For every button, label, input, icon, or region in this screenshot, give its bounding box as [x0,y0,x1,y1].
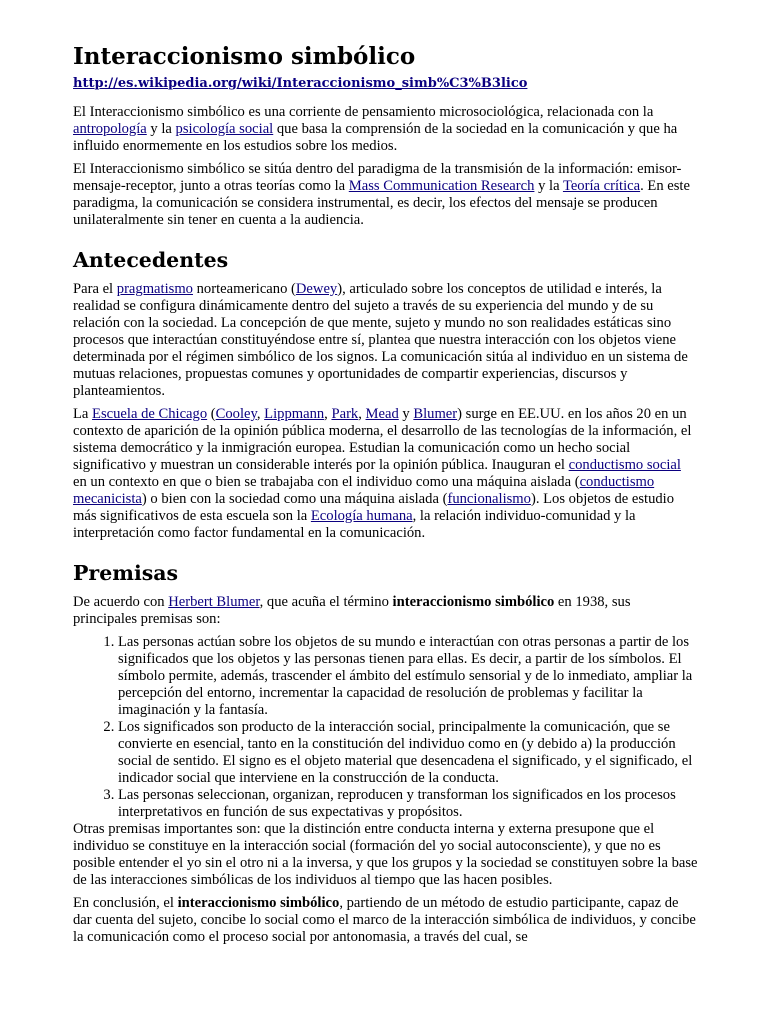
text: , [324,406,332,422]
link-funcionalismo[interactable]: funcionalismo [447,491,531,507]
link-antropologia[interactable]: antropología [73,121,147,137]
page-title: Interaccionismo simbólico [73,43,416,70]
premisas-paragraph-1 [73,594,698,628]
premisas-list [73,634,698,821]
bold-term: interaccionismo simbólico [392,594,555,610]
text: en 1938, sus principales premisas son: [73,594,631,627]
link-mass-communication-research[interactable]: Mass Communication Research [348,178,535,194]
text: , partiendo de un método de estudio participante, capaz de dar cuenta del sujeto, concibe lo social como el marco de la interacción simbólica de individuos, y concibe la comunicación como el proceso social por antonomasia, a través del cual, se [73,895,696,945]
heading-premisas: Premisas [73,561,179,585]
text: y [398,406,414,422]
antecedentes-paragraph-1 [73,281,698,400]
text: En conclusión, el [73,895,178,911]
bold-term: interaccionismo simbólico [177,895,340,911]
text: , [256,406,265,422]
text: ) o bien con la sociedad como una máquina aislada ( [141,491,448,507]
source-url-link[interactable]: http://es.wikipedia.org/wiki/Interaccionismo_simb%C3%B3lico [73,76,528,91]
link-cooley[interactable]: Cooley [215,406,257,422]
link-ecologia-humana[interactable]: Ecología humana [310,508,413,524]
text: , que acuña el término [259,594,393,610]
link-pragmatismo[interactable]: pragmatismo [116,281,193,297]
text: y la [146,121,176,137]
text: La [73,406,93,422]
text: . En este paradigma, la comunicación se considera instrumental, es decir, los efectos del mensaje se producen unilateralmente sin tener en cuenta a la audiencia. [73,178,690,228]
link-dewey[interactable]: Dewey [295,281,338,297]
heading-antecedentes: Antecedentes [73,248,229,272]
antecedentes-paragraph-2 [73,406,698,542]
link-herbert-blumer[interactable]: Herbert Blumer [168,594,260,610]
text: en un contexto en que o bien se trabajaba con el individuo como una máquina aislada ( [73,474,580,490]
text: ), articulado sobre los conceptos de utilidad e interés, la realidad se configura dinámicamente dentro del sujeto a través de su experiencia del mundo y de su relación con la sociedad. La concepción de que mente, sujeto y mundo no son realidades estáticas sino procesos que interactúan constituyéndose entre sí, plantea que nuestra interacción con los objetos viene determinada por el régimen simbólico de los signos. La comunicación sitúa al individuo en un sistema de mutuas relaciones, propuestas comunes y oportunidades de compartir experiencias, discursos y planteamientos. [73,281,688,399]
text: El Interaccionismo simbólico se sitúa dentro del paradigma de la transmisión de la información: emisor-mensaje-receptor, junto a otras teorías como la [73,161,682,194]
link-escuela-de-chicago[interactable]: Escuela de Chicago [92,406,208,422]
link-mead[interactable]: Mead [365,406,399,422]
text: ) surge en EE.UU. en los años 20 en un contexto de aparición de la opinión pública moderna, el desarrollo de las tecnologías de la información, el sistema democrático y la inmigración europea. Estudian la comunicación como un hecho social significativo y muestran un considerable interés por la opinión pública. Inauguran el [73,406,692,473]
link-park[interactable]: Park [331,406,359,422]
text: ( [207,406,216,422]
list-item: 3. Las personas seleccionan, organizan, reproducen y transforman los significados en los procesos interpretativos en función de sus expectativas y propósitos. [118,787,698,821]
premisas-paragraph-2: Otras premisas importantes son: que la distinción entre conducta interna y externa presupone que el individuo se constituye en la interacción social (formación del yo social autoconsciente), y que no es posible entender el yo sin el otro ni a la inversa, y que los grupos y la sociedad se constituyen sobre la base de las interacciones simbólicas de los individuos al tiempo que las hacen posibles. [73,821,698,888]
text: El Interaccionismo simbólico es una corriente de pensamiento microsociológica, relacionada con la [73,104,654,120]
link-conductismo-mecanicista[interactable]: conductismo mecanicista [73,474,655,507]
link-psicologia-social[interactable]: psicología social [175,121,274,137]
link-lippmann[interactable]: Lippmann [264,406,325,422]
intro-paragraph-2 [73,161,698,229]
text: De acuerdo con [73,594,169,610]
text: que basa la comprensión de la sociedad en la comunicación y que ha influido enormemente en los estudios sobre los medios. [73,121,678,154]
text: norteamericano ( [192,281,296,297]
list-item: 1. Las personas actúan sobre los objetos de su mundo e interactúan con otras personas a partir de los significados que los objetos y las personas tienen para ellas. Es decir, a partir de los símbolos. El símbolo permite, además, trascender el ámbito del estímulo sensorial y de lo inmediato, ampliar la percepción del entorno, incrementar la capacidad de resolución de problemas y facilitar la imaginación y la fantasía. [118,634,698,719]
link-conductismo-social[interactable]: conductismo social [568,457,681,473]
link-blumer[interactable]: Blumer [413,406,458,422]
text: , [358,406,366,422]
text: ). Los objetos de estudio más significativos de esta escuela son la [73,491,675,524]
intro-paragraph-1 [73,104,698,155]
list-item: 2. Los significados son producto de la interacción social, principalmente la comunicación, que se convierte en esencial, tanto en la constitución del individuo como en (y debido a) la producción social de sentido. El signo es el objeto material que desencadena el significado, y el significado, el indicador social que interviene en la construcción de la conducta. [118,719,698,787]
text: Para el [73,281,117,297]
text: , la relación individuo-comunidad y la interpretación como factor fundamental en la comunicación. [73,508,636,541]
premisas-paragraph-3 [73,895,698,946]
text: y la [534,178,563,194]
link-teoria-critica[interactable]: Teoría crítica [562,178,641,194]
